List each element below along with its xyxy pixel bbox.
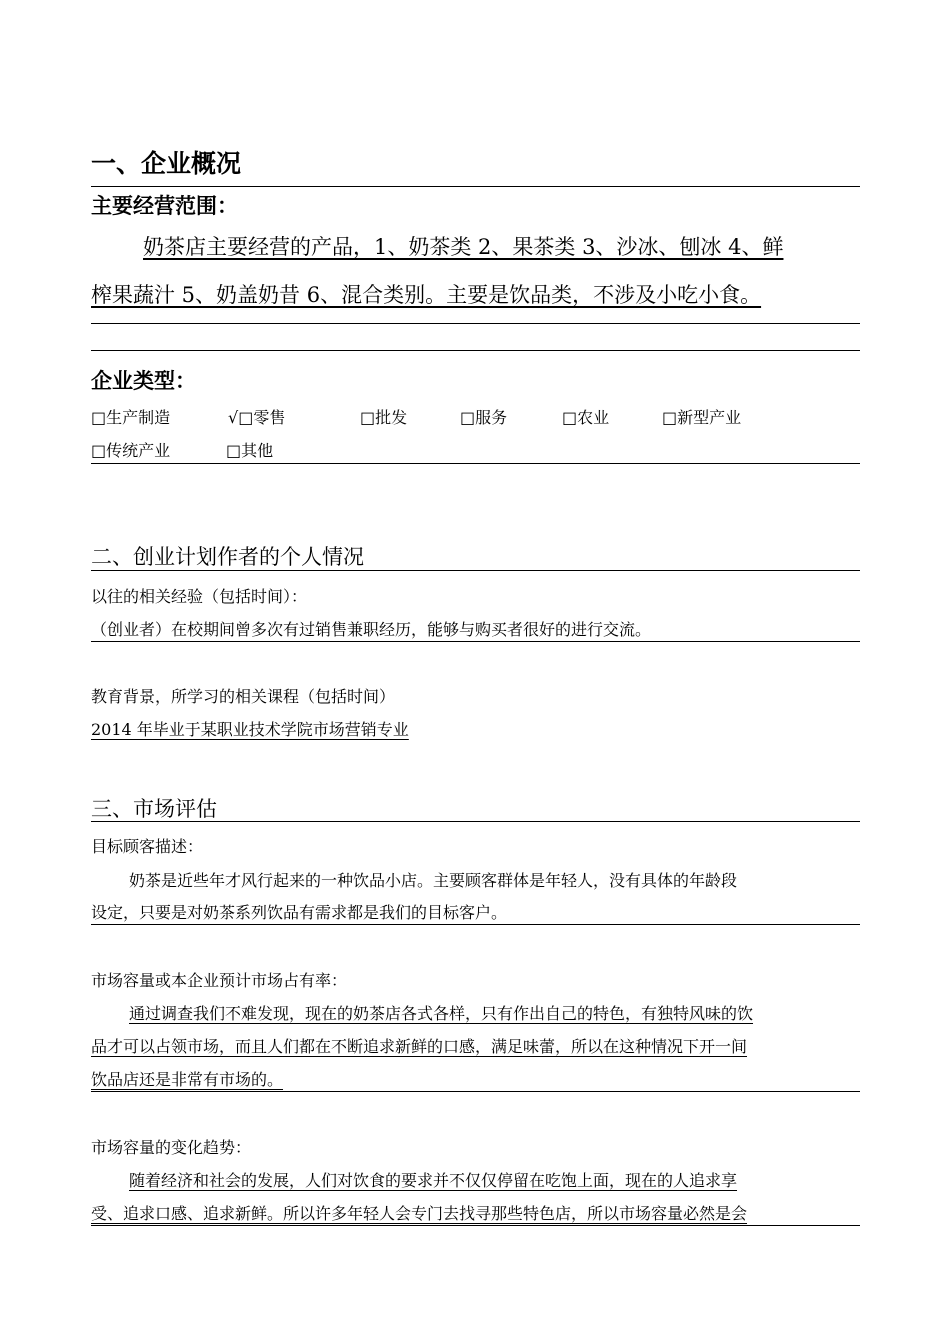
divider xyxy=(91,821,860,822)
divider xyxy=(91,350,860,351)
divider xyxy=(91,1225,860,1226)
section2-title: 二、创业计划作者的个人情况 xyxy=(91,545,364,569)
type-heading: 企业类型： xyxy=(91,369,196,393)
divider xyxy=(91,641,860,642)
experience-label: 以往的相关经验（包括时间）： xyxy=(91,587,308,606)
checkbox-wholesale[interactable]: □批发 xyxy=(360,408,408,427)
divider xyxy=(91,323,860,324)
divider xyxy=(91,1091,860,1092)
experience-text: （创业者）在校期间曾多次有过销售兼职经历，能够与购买者很好的进行交流。 xyxy=(91,620,652,639)
scope-line-2: 榨果蔬汁 5、奶盖奶昔 6、混合类别。主要是饮品类，不涉及小吃小食。 xyxy=(91,283,762,307)
checkbox-service[interactable]: □服务 xyxy=(460,408,508,427)
scope-line-1: 奶茶店主要经营的产品，1、奶茶类 2、果茶类 3、沙冰、刨冰 4、鲜 xyxy=(143,235,784,259)
capacity-line-3: 饮品店还是非常有市场的。 xyxy=(91,1070,284,1089)
capacity-line-2: 品才可以占领市场，而且人们都在不断追求新鲜的口感，满足味蕾，所以在这种情况下开一间 xyxy=(91,1037,748,1056)
checkbox-retail-checked[interactable]: √□零售 xyxy=(228,408,286,427)
divider xyxy=(91,570,860,571)
checkbox-manufacturing[interactable]: □生产制造 xyxy=(91,408,171,427)
checkbox-other[interactable]: □其他 xyxy=(226,441,274,460)
checkbox-traditional-industry[interactable]: □传统产业 xyxy=(91,441,171,460)
target-line-2: 设定，只要是对奶茶系列饮品有需求都是我们的目标客户。 xyxy=(91,903,508,922)
checkbox-new-industry[interactable]: □新型产业 xyxy=(662,408,742,427)
education-label: 教育背景，所学习的相关课程（包括时间） xyxy=(91,687,396,706)
divider xyxy=(91,463,860,464)
checkbox-agriculture[interactable]: □农业 xyxy=(562,408,610,427)
target-line-1: 奶茶是近些年才风行起来的一种饮品小店。主要顾客群体是年轻人，没有具体的年龄段 xyxy=(129,871,738,890)
capacity-line-1: 通过调查我们不难发现，现在的奶茶店各式各样，只有作出自己的特色，有独特风味的饮 xyxy=(129,1004,754,1023)
section1-title: 一、企业概况 xyxy=(91,149,242,178)
trend-label: 市场容量的变化趋势： xyxy=(91,1138,252,1157)
section3-title: 三、市场评估 xyxy=(91,797,217,821)
trend-line-1: 随着经济和社会的发展，人们对饮食的要求并不仅仅停留在吃饱上面，现在的人追求享 xyxy=(129,1171,738,1190)
divider xyxy=(91,186,860,187)
scope-heading: 主要经营范围： xyxy=(91,194,238,218)
divider xyxy=(91,924,860,925)
education-text: 2014 年毕业于某职业技术学院市场营销专业 xyxy=(91,720,409,739)
trend-line-2: 受、追求口感、追求新鲜。所以许多年轻人会专门去找寻那些特色店，所以市场容量必然是会 xyxy=(91,1204,748,1223)
target-label: 目标顾客描述： xyxy=(91,837,204,856)
capacity-label: 市场容量或本企业预计市场占有率： xyxy=(91,971,348,990)
